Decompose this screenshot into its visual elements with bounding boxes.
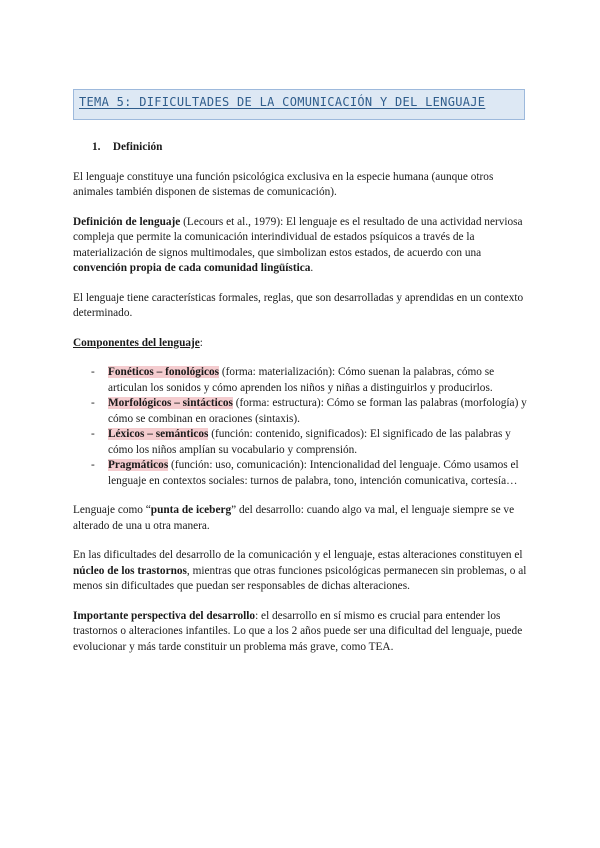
list-item xyxy=(73,427,528,458)
component-text: (forma: materialización): Cómo suenan la palabras, cómo se articulan los sonidos y cómo aprenden los niños y niñas a distinguirlos y producirlos. xyxy=(108,366,495,394)
component-text: (función: contenido, significados): El significado de las palabras y cómo los niños amplían su vocabulario y comprensión. xyxy=(108,428,511,456)
definition-paragraph xyxy=(73,215,528,277)
iceberg-term: punta de iceberg xyxy=(150,504,232,516)
features-paragraph: El lenguaje tiene características formales, reglas, que son desarrolladas y aprendidas en un contexto determinado. xyxy=(73,291,524,319)
component-text: (función: uso, comunicación): Intencionalidad del lenguaje. Cómo usamos el lenguaje en contextos sociales: turnos de palabra, tono, intención comunicativa, cortesía… xyxy=(108,459,519,487)
nucleus-pre: En las dificultades del desarrollo de la comunicación y el lenguaje, estas alteraciones constituyen el xyxy=(73,549,523,561)
component-term: Léxicos – semánticos xyxy=(108,428,209,440)
nucleus-paragraph xyxy=(73,548,528,595)
perspective-term: Importante perspectiva del desarrollo xyxy=(73,609,256,622)
component-term: Pragmáticos xyxy=(108,459,169,471)
component-text: (forma: estructura): Cómo se forman las palabras (morfología) y cómo se combinan en oraciones (sintaxis). xyxy=(108,397,527,425)
nucleus-post: , mientras que otras funciones psicológicas permanecen sin problemas, o al menos sin dificultades que puedan ser responsables de dichas alteraciones. xyxy=(73,564,527,592)
section-number: 1. xyxy=(92,141,101,153)
perspective-paragraph xyxy=(73,609,528,656)
component-term: Morfológicos – sintácticos xyxy=(108,397,233,409)
list-item xyxy=(73,458,528,489)
section-heading xyxy=(92,140,528,156)
iceberg-pre: Lenguaje como “ xyxy=(73,504,151,516)
iceberg-post: ” del desarrollo: cuando algo va mal, el lenguaje siempre se ve alterado de una u otra manera. xyxy=(73,504,515,532)
section-title: Definición xyxy=(112,141,163,153)
definition-emphasis: convención propia de cada comunidad lingüística xyxy=(73,262,311,274)
definition-term: Definición de lenguaje xyxy=(73,215,181,228)
list-item xyxy=(73,365,528,396)
component-term: Fonéticos – fonológicos xyxy=(108,366,220,378)
components-colon: : xyxy=(199,336,203,349)
components-list xyxy=(73,365,528,489)
components-heading xyxy=(73,336,528,352)
perspective-post: : el desarrollo en sí mismo es crucial para entender los trastornos o alteraciones infantiles. Lo que a los 2 años puede ser una dificultad del lenguaje, puede evolucionar y más tarde constituir un problema más grave, como TEA. xyxy=(73,609,523,653)
title-banner xyxy=(73,89,525,120)
list-item xyxy=(73,396,528,427)
intro-paragraph: El lenguaje constituye una función psicológica exclusiva en la especie humana (aunque otros animales también disponen de sistemas de comunicación). xyxy=(73,170,494,198)
iceberg-paragraph xyxy=(73,503,528,534)
nucleus-term: núcleo de los trastornos xyxy=(73,564,187,577)
page-title: TEMA 5: DIFICULTADES DE LA COMUNICACIÓN Y DEL LENGUAJE xyxy=(79,95,486,109)
document-body xyxy=(73,140,528,669)
components-title: Componentes del lenguaje xyxy=(73,336,200,349)
definition-text: (Lecours et al., 1979): El lenguaje es el resultado de una actividad nerviosa compleja que permite la comunicación interindividual de estados psíquicos a través de la materialización de signos multimodales, que simbolizan estos estados, de acuerdo con una xyxy=(73,215,523,259)
definition-end: . xyxy=(310,262,314,274)
